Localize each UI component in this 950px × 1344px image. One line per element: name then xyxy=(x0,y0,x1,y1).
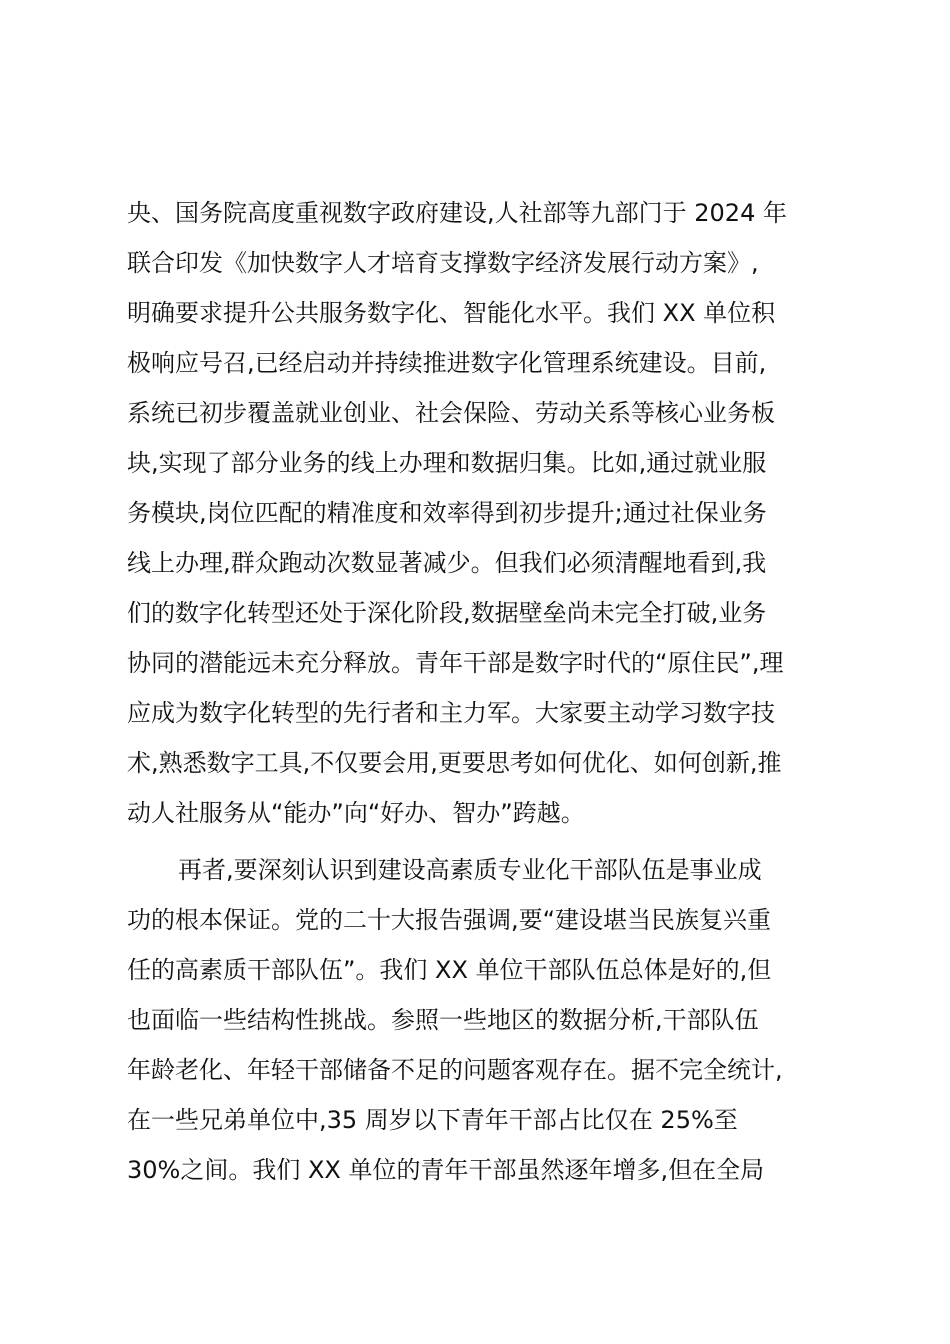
text-line: 线上办理,群众跑动次数显著减少。但我们必须清醒地看到,我 xyxy=(127,549,767,577)
text-line: 极响应号召,已经启动并持续推进数字化管理系统建设。目前, xyxy=(127,349,767,377)
text-line: 功的根本保证。党的二十大报告强调,要“建设堪当民族复兴重 xyxy=(127,906,772,934)
text-line: 块,实现了部分业务的线上办理和数据归集。比如,通过就业服 xyxy=(127,449,767,477)
text-line: 再者,要深刻认识到建设高素质专业化干部队伍是事业成 xyxy=(178,856,762,884)
text-line: 联合印发《加快数字人才培育支撑数字经济发展行动方案》, xyxy=(127,249,759,277)
text-line: 动人社服务从“能办”向“好办、智办”跨越。 xyxy=(127,799,585,827)
text-line: 协同的潜能远未充分释放。青年干部是数字时代的“原住民”,理 xyxy=(127,649,784,677)
text-line: 央、国务院高度重视数字政府建设,人社部等九部门于 2024 年 xyxy=(127,199,787,227)
text-line: 务模块,岗位匹配的精准度和效率得到初步提升;通过社保业务 xyxy=(127,499,767,527)
text-line: 们的数字化转型还处于深化阶段,数据壁垒尚未完全打破,业务 xyxy=(127,599,767,627)
text-line: 明确要求提升公共服务数字化、智能化水平。我们 XX 单位积 xyxy=(127,299,776,327)
text-line: 任的高素质干部队伍”。我们 XX 单位干部队伍总体是好的,但 xyxy=(127,956,772,984)
text-line: 系统已初步覆盖就业创业、社会保险、劳动关系等核心业务板 xyxy=(127,399,775,427)
text-line: 30%之间。我们 XX 单位的青年干部虽然逐年增多,但在全局 xyxy=(127,1156,765,1184)
text-line: 应成为数字化转型的先行者和主力军。大家要主动学习数字技 xyxy=(127,699,775,727)
text-line: 也面临一些结构性挑战。参照一些地区的数据分析,干部队伍 xyxy=(127,1006,759,1034)
text-line: 年龄老化、年轻干部储备不足的问题客观存在。据不完全统计, xyxy=(127,1056,783,1084)
text-line: 在一些兄弟单位中,35 周岁以下青年干部占比仅在 25%至 xyxy=(127,1106,738,1134)
text-line: 术,熟悉数字工具,不仅要会用,更要思考如何优化、如何创新,推 xyxy=(127,749,782,777)
